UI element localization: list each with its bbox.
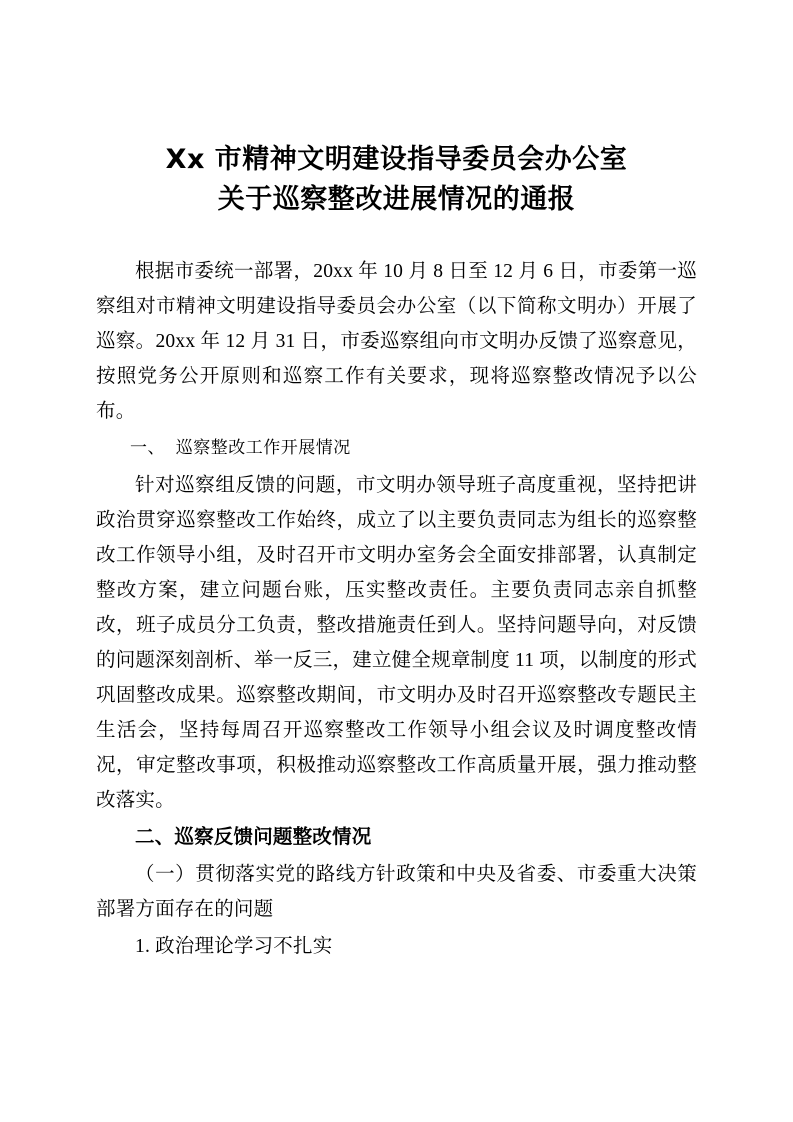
page-title-line-2: 关于巡察整改进展情况的通报 xyxy=(217,184,576,215)
page-title xyxy=(96,140,697,220)
paragraph-section-one-body: 针对巡察组反馈的问题，市文明办领导班子高度重视，坚持把讲政治贯穿巡察整改工作始终，成立了以主要负责同志为组长的巡察整改工作领导小组，及时召开市文明办室务会全面安排部署，认真制定整改方案，建立问题台账，压实整改责任。主要负责同志亲自抓整改，班子成员分工负责，整改措施责任到人。坚持问题导向，对反馈的问题深刻剖析、举一反三，建立健全规章制度 11 项，以制度的形式巩固整改成果。巡察整改期间，市文明办及时召开巡察整改专题民主生活会，坚持每周召开巡察整改工作领导小组会议及时调度整改情况，审定整改事项，积极推动巡察整改工作高质量开展，强力推动整改落实。 xyxy=(96,475,697,811)
heading-section-two: 二、巡察反馈问题整改情况 xyxy=(135,827,372,848)
paragraph-intro: 根据市委统一部署，20xx 年 10 月 8 日至 12 月 6 日，市委第一巡察组对市精神文明建设指导委员会办公室（以下简称文明办）开展了巡察。20xx 年 12 月 31 日，市委巡察组向市文明办反馈了巡察意见，按照党务公开原则和巡察工作有关要求，现将巡察整改情况予以公布。 xyxy=(96,261,697,422)
heading-subsection-one: （一）贯彻落实党的路线方针政策和中央及省委、市委重大决策部署方面存在的问题 xyxy=(96,864,697,920)
heading-section-one: 一、 巡察整改工作开展情况 xyxy=(130,438,351,458)
heading-item-one: 1. 政治理论学习不扎实 xyxy=(135,936,333,957)
page-title-line-1: Xx 市精神文明建设指导委员会办公室 xyxy=(165,144,628,175)
